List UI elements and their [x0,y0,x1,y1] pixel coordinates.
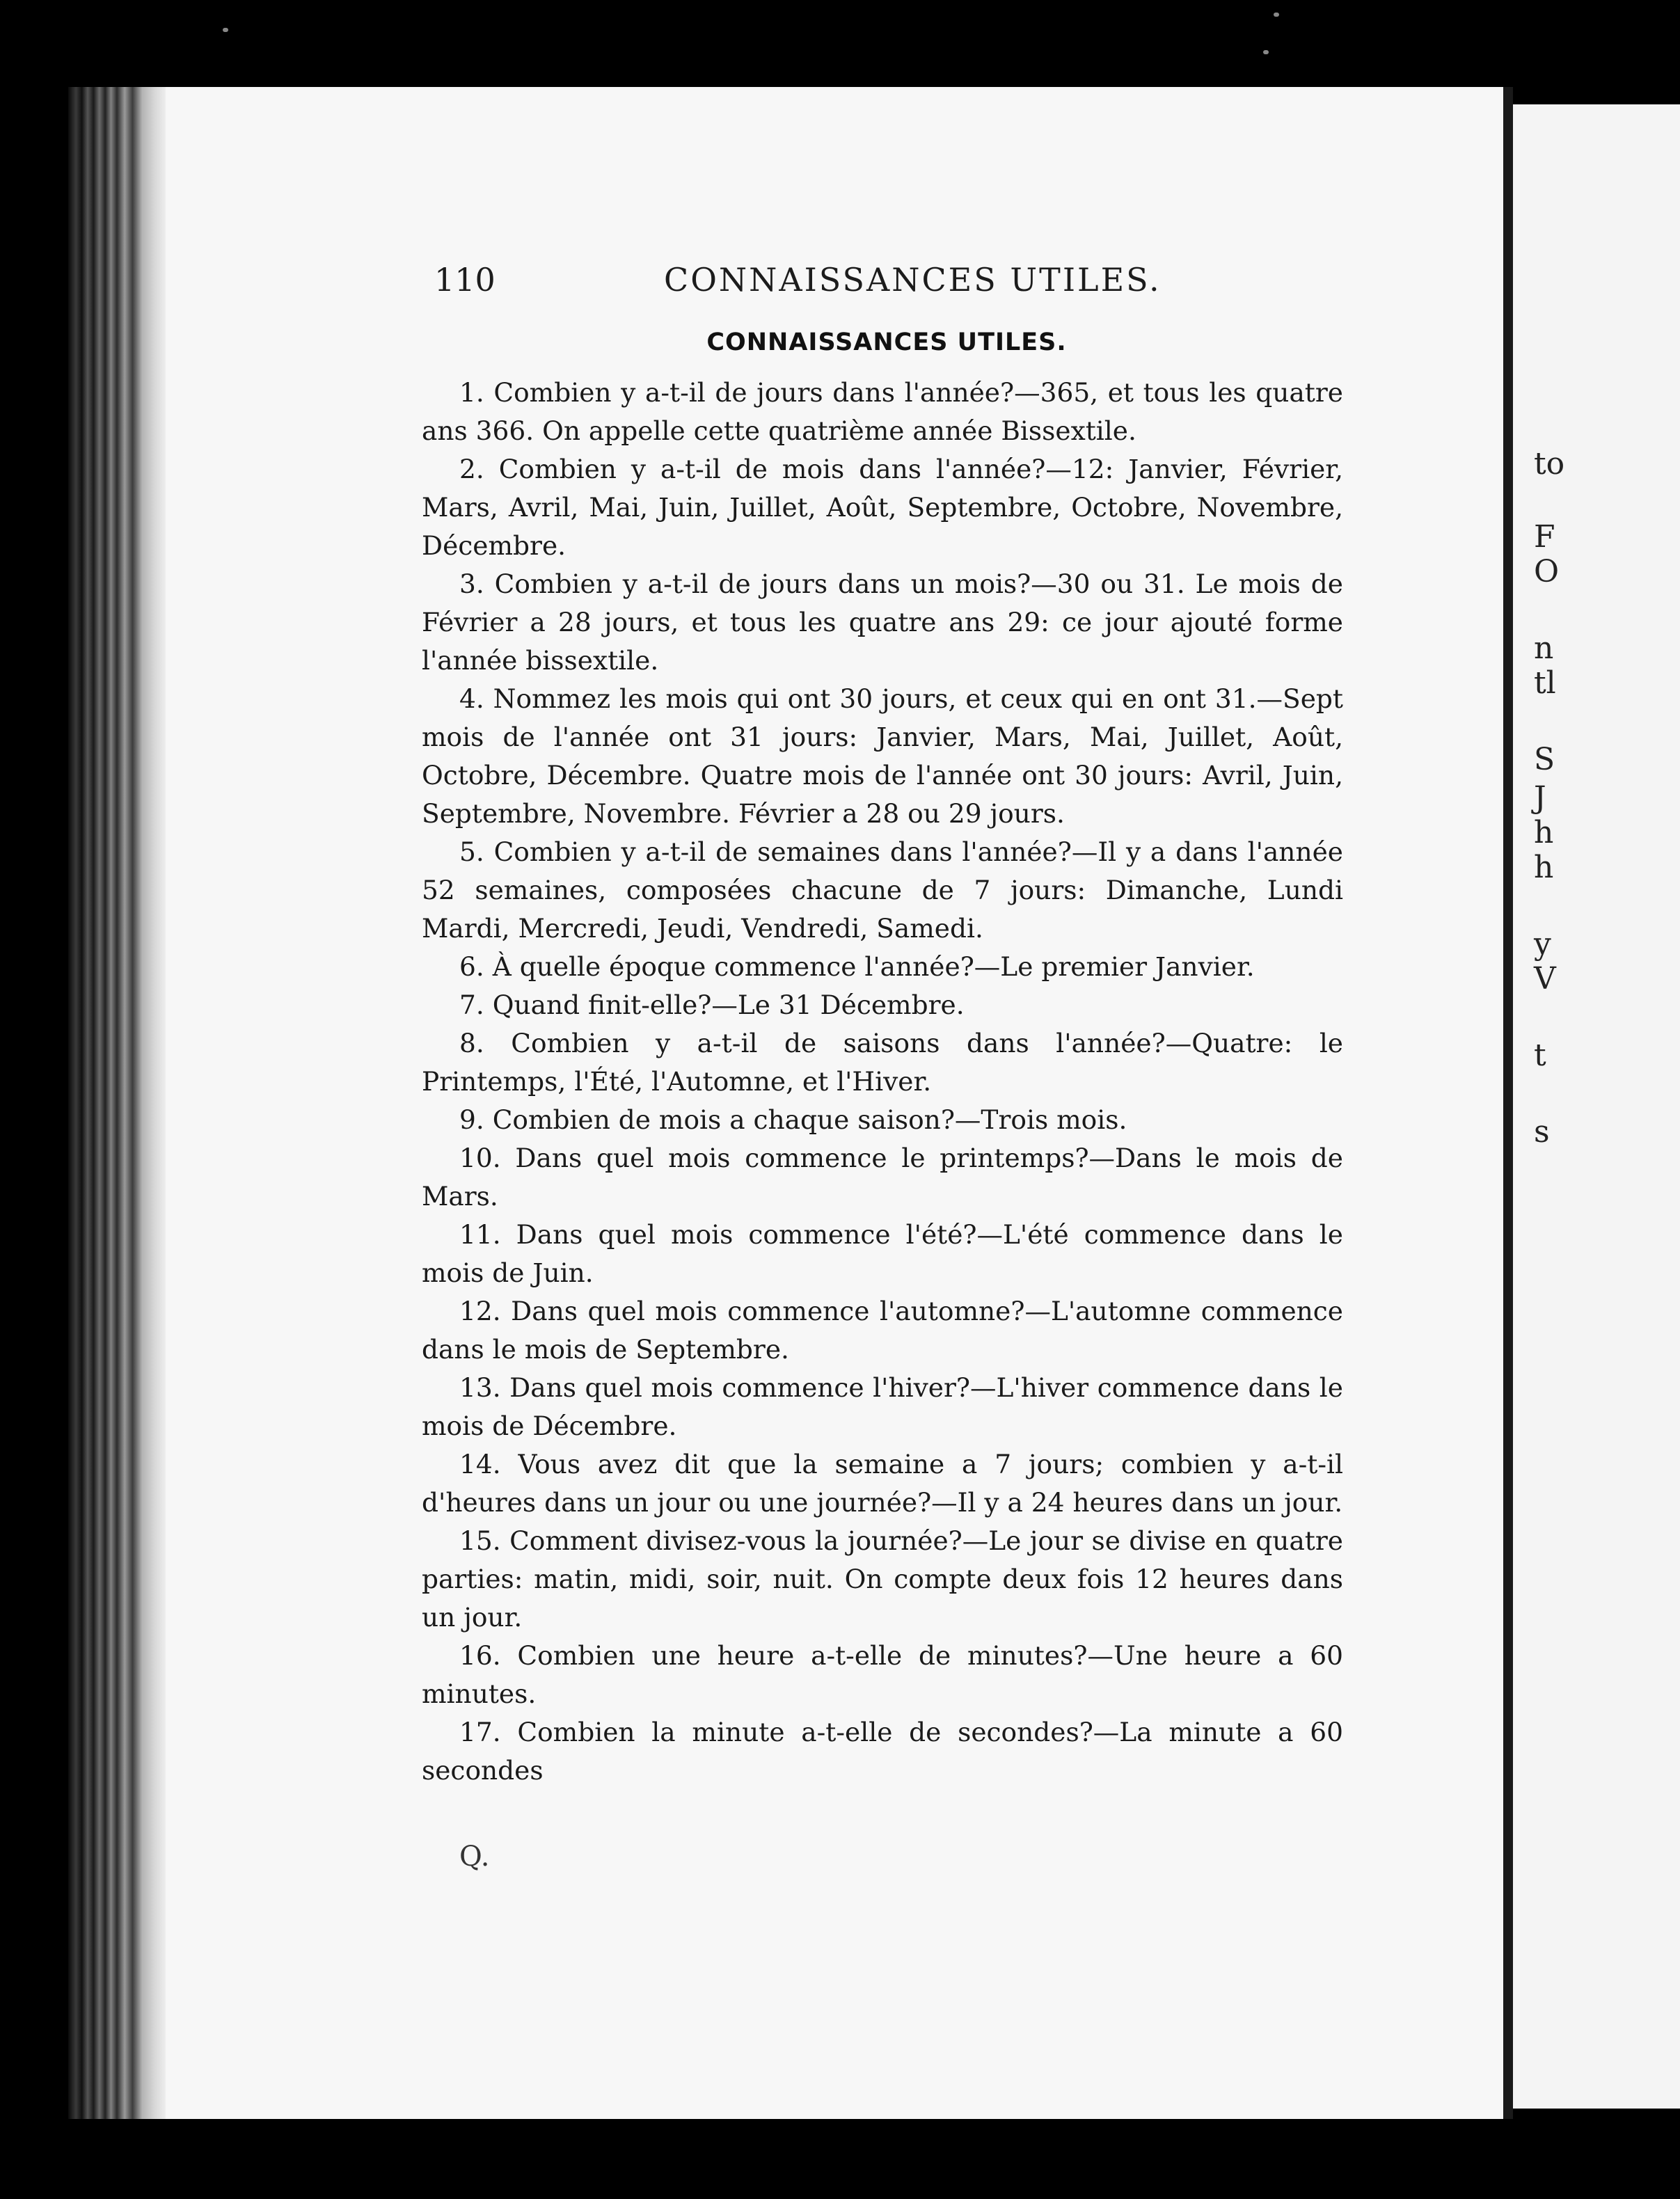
running-header [434,261,1162,303]
scan-speck [1274,13,1279,17]
facing-page-fragment: S [1534,742,1555,777]
facing-page-fragment: n [1534,630,1554,666]
facing-page-fragment: s [1534,1114,1550,1150]
question-answer-4: 4. Nommez les mois qui ont 30 jours, et ceux qui en ont 31.—Sept mois de l'année ont 31 jours: Janvier, Mars, Mai, Juillet, Août, Octobre, Décembre. Quatre mois de l'année ont 30 jours: Avril, Juin, Septembre, Novembre. Février a 28 ou 29 jours. [422,683,1343,829]
facing-page-fragment: to [1534,446,1565,482]
book-gutter [1503,87,1513,2119]
question-answer-10: 10. Dans quel mois commence le printemps?—Dans le mois de Mars. [422,1143,1343,1212]
question-answer-3: 3. Combien y a-t-il de jours dans un mois?—30 ou 31. Le mois de Février a 28 jours, et tous les quatre ans 29: ce jour ajouté forme l'année bissextile. [422,569,1343,676]
facing-page [1513,104,1680,2109]
facing-page-fragment: O [1534,554,1560,589]
question-answer-list [422,374,1343,1790]
facing-page-fragment: h [1534,815,1554,850]
question-answer-15: 15. Comment divisez-vous la journée?—Le jour se divise en quatre parties: matin, midi, soir, nuit. On compte deux fois 12 heures dans un jour. [422,1525,1343,1633]
scan-speck [223,28,228,32]
facing-page-fragment: tl [1534,665,1556,701]
facing-page-fragment: V [1534,961,1556,997]
facing-page-fragment: F [1534,519,1555,555]
question-answer-13: 13. Dans quel mois commence l'hiver?—L'hiver commence dans le mois de Décembre. [422,1372,1343,1441]
question-answer-2: 2. Combien y a-t-il de mois dans l'année?—12: Janvier, Février, Mars, Avril, Mai, Juin, Juillet, Août, Septembre, Octobre, Novembre, Décembre. [422,454,1343,561]
facing-page-fragment: t [1534,1038,1546,1073]
question-answer-8: 8. Combien y a-t-il de saisons dans l'année?—Quatre: le Printemps, l'Été, l'Automne, et l'Hiver. [422,1028,1343,1097]
section-title: CONNAISSANCES UTILES. [706,328,1067,356]
running-title: CONNAISSANCES UTILES. [664,261,1162,299]
page-edge-stack [68,87,166,2119]
facing-page-fragment: h [1534,850,1554,885]
facing-page-fragment: J [1534,780,1546,816]
question-answer-9: 9. Combien de mois a chaque saison?—Trois mois. [459,1104,1127,1135]
question-answer-14: 14. Vous avez dit que la semaine a 7 jours; combien y a-t-il d'heures dans un jour ou une journée?—Il y a 24 heures dans un jour. [422,1449,1343,1518]
question-answer-11: 11. Dans quel mois commence l'été?—L'été commence dans le mois de Juin. [422,1219,1343,1288]
question-answer-12: 12. Dans quel mois commence l'automne?—L'automne commence dans le mois de Septembre. [422,1296,1343,1365]
question-answer-1: 1. Combien y a-t-il de jours dans l'année?—365, et tous les quatre ans 366. On appelle cette quatrième année Bissextile. [422,377,1343,446]
page-number: 110 [434,261,496,299]
question-answer-7: 7. Quand finit-elle?—Le 31 Décembre. [459,990,965,1020]
facing-page-fragment: y [1534,926,1551,962]
question-answer-16: 16. Combien une heure a-t-elle de minutes?—Une heure a 60 minutes. [422,1640,1343,1709]
question-answer-6: 6. À quelle époque commence l'année?—Le premier Janvier. [459,951,1255,982]
scan-speck [1263,50,1269,54]
question-answer-17: 17. Combien la minute a-t-elle de secondes?—La minute a 60 secondes [422,1717,1343,1786]
signature-mark: Q. [459,1841,490,1873]
question-answer-5: 5. Combien y a-t-il de semaines dans l'année?—Il y a dans l'année 52 semaines, composées chacune de 7 jours: Dimanche, Lundi Mardi, Mercredi, Jeudi, Vendredi, Samedi. [422,836,1343,944]
